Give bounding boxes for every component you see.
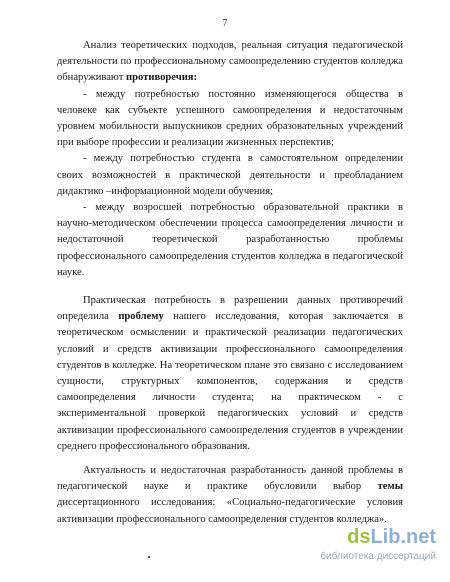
watermark-logo: dsLib.net (347, 526, 436, 548)
paragraph-contradiction-1: - между потребностью постоянно изменяющегося общества в человеке как субъекте успешного самоопределения и недостаточным уровнем мобильности выпускников средних образовательных учреждений при выборе профессии и реализации жизненных перспектив; (57, 88, 403, 149)
page-number: 7 (222, 18, 228, 29)
paragraph-spacer (57, 281, 403, 293)
topic-text-rest: диссертационного исследования: «Социально-педагогические условия активизации профессионального самоопределения студентов колледжа». (57, 497, 403, 525)
paragraph-topic (57, 463, 403, 528)
paragraph-problem (57, 293, 403, 455)
watermark-tagline: библиотека диссертаций (320, 551, 436, 562)
problem-term: проблему (118, 311, 164, 323)
paragraph-intro (57, 38, 403, 87)
paragraph-contradiction-2: - между потребностью студента в самостоятельном определении своих возможностей в практической деятельности и преобладанием дидактико –информационной модели обучения; (57, 153, 403, 197)
watermark (320, 526, 436, 566)
problem-text-start: Практическая потребность в разрешении данных противоречий определила (57, 295, 403, 323)
body-text (57, 38, 403, 528)
topic-text-start: Актуальность и недостаточная разработанность данной проблемы в педагогической науке и практике обусловили выбор (57, 465, 403, 493)
contradictions-term: противоречия: (125, 72, 198, 84)
intro-text: Анализ теоретических подходов, реальная ситуация педагогической деятельности по профессиональному самоопределению студентов колледжа обнаруживают (57, 40, 403, 84)
paragraph-spacer (57, 455, 403, 463)
paragraph-contradiction-3: - между возросшей потребностью образовательной практики в научно-методическом обеспечении процесса самоопределения личности и недостаточной теоретической разработанностью проблемы профессионального самоопределения студентов колледжа в педагогической науке. (57, 202, 403, 278)
problem-text-rest: нашего исследования, которая заключается в теоретическом осмыслении и практической реализации педагогических условий и средств активизации профессионального самоопределения студентов в колледже. На теоретическом плане это связано с исследованием сущности, структурных компонентов, содержания и средств самоопределения личности студента; на практическом - с экспериментальной проверкой педагогических условий и средств активизации профессионального самоопределения студентов в учреждении среднего профессионального образования. (57, 311, 403, 452)
topic-term: темы (377, 481, 403, 493)
scan-speck (148, 556, 150, 558)
